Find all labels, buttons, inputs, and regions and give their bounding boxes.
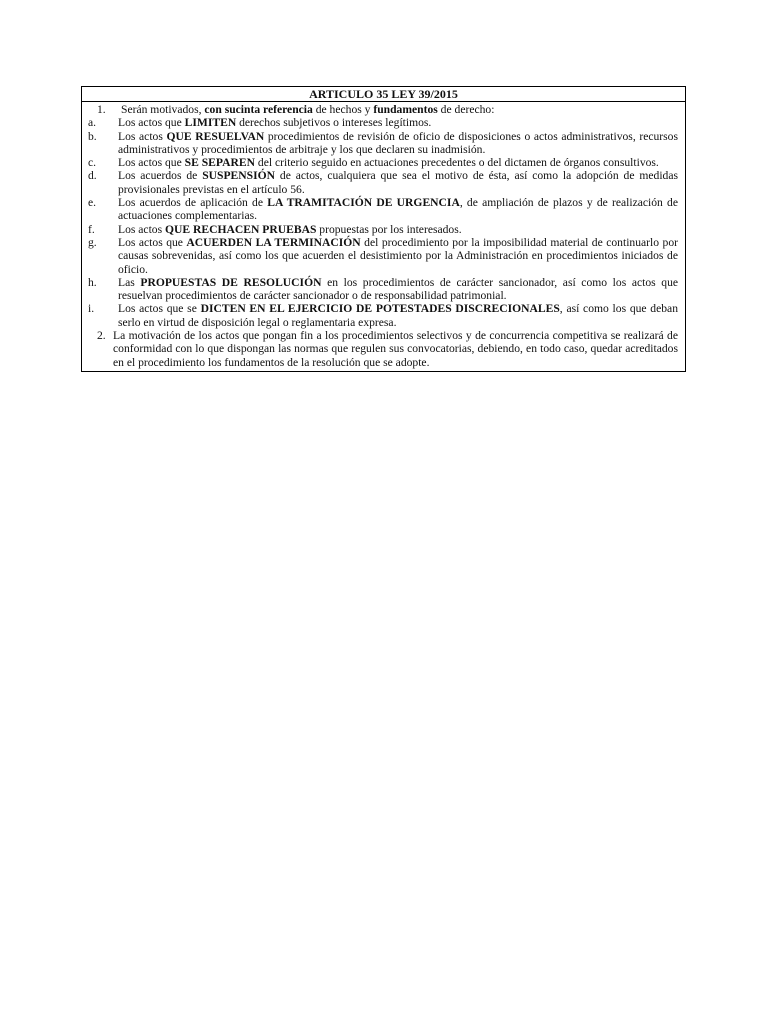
list-item-text: Los actos [118, 129, 167, 143]
list-item-bold: SUSPENSIÓN [202, 169, 276, 183]
list-item-marker: g. [88, 235, 97, 249]
point-1-text-a: Serán motivados, [121, 103, 205, 116]
list-item-text: Los acuerdos de aplicación de [118, 196, 268, 210]
list-item-i [88, 302, 678, 329]
point-1-bold-b: fundamentos [373, 103, 438, 116]
list-item-marker: d. [88, 169, 97, 183]
list-item-text: Los actos que [118, 156, 185, 170]
list-item-bold: LA TRAMITACIÓN DE URGENCIA [267, 196, 460, 210]
list-item-text: Los actos que [118, 116, 185, 130]
list-item-text: del procedimiento por la imposibilidad material de continuarlo por causas sobrevenidas, así como los que acuerden el desistimiento por la Administración en procedimientos iniciados de oficio. [118, 235, 678, 276]
point-1-bold-a: con sucinta referencia [204, 103, 313, 116]
list-item-bold: PROPUESTAS DE RESOLUCIÓN [140, 275, 322, 289]
list-item-text: del criterio seguido en actuaciones precedentes o del dictamen de órganos consultivos. [255, 156, 659, 170]
list-item-marker: h. [88, 275, 97, 289]
list-item-marker: a. [88, 116, 97, 130]
article-body [82, 102, 685, 371]
list-item-text: Los actos que [118, 235, 187, 249]
point-1 [88, 103, 678, 116]
point-1-marker: 1. [97, 103, 106, 116]
list-item-a [88, 116, 678, 129]
list-item-text: Los actos que se [118, 302, 201, 316]
list-item-marker: f. [88, 222, 95, 236]
list-item-bold: ACUERDEN LA TERMINACIÓN [186, 235, 361, 249]
point-2 [88, 329, 678, 369]
list-item-c [88, 156, 678, 169]
list-item-text: derechos subjetivos o intereses legítimos. [236, 116, 432, 130]
list-item-marker: b. [88, 129, 97, 143]
point-2-marker: 2. [97, 329, 106, 343]
point-2-text: La motivación de los actos que pongan fin a los procedimientos selectivos y de concurrencia competitiva se realizará de conformidad con lo que dispongan las normas que regulen sus convocatorias, debiendo, en todo caso, quedar acreditados en el procedimiento los fundamentos de la resolución que se adopte. [113, 329, 678, 369]
list-item-text: , así como los que deban serlo en virtud de disposición legal o reglamentaria expresa. [118, 302, 678, 329]
point-1-text-b: de hechos y [312, 103, 374, 116]
list-item-marker: c. [88, 156, 97, 170]
list-item-bold: SE SEPAREN [184, 156, 255, 170]
list-item-bold: DICTEN EN EL EJERCICIO DE POTESTADES DISCRECIONALES [200, 302, 560, 316]
list-item-text: Las [118, 275, 141, 289]
list-item-h [88, 276, 678, 303]
list-item-bold: LIMITEN [184, 116, 237, 130]
list-item-marker: e. [88, 196, 97, 210]
list-item-text: en los procedimientos de carácter sancionador, así como los actos que resuelvan procedimientos de carácter sancionador o de responsabilidad patrimonial. [118, 275, 679, 303]
article-table [81, 86, 686, 372]
list-item-text: Los acuerdos de [118, 169, 203, 183]
list-item-text: de actos, cualquiera que sea el motivo de ésta, así como la adopción de medidas provisionales previstas en el artículo 56. [118, 169, 678, 196]
list-item-e [88, 196, 678, 223]
list-item-b [88, 130, 678, 157]
list-item-g [88, 236, 678, 276]
list-item-marker: i. [88, 302, 95, 316]
list-item-text: propuestas por los interesados. [316, 222, 462, 236]
list-item-text: procedimientos de revisión de oficio de disposiciones o actos administrativos, recursos administrativos y procedimientos de arbitraje y los que declaren su inadmisión. [118, 129, 678, 156]
list-item-text: , de ampliación de plazos y de realización de actuaciones complementarias. [118, 196, 678, 223]
list-item-d [88, 169, 678, 196]
list-item-text: Los actos [118, 222, 166, 236]
point-1-text-c: de derecho: [437, 103, 495, 116]
list-item-bold: QUE RECHACEN PRUEBAS [165, 222, 317, 236]
list-item-bold: QUE RESUELVAN [166, 129, 265, 143]
list-item-f [88, 223, 678, 236]
article-title: ARTICULO 35 LEY 39/2015 [82, 87, 685, 102]
